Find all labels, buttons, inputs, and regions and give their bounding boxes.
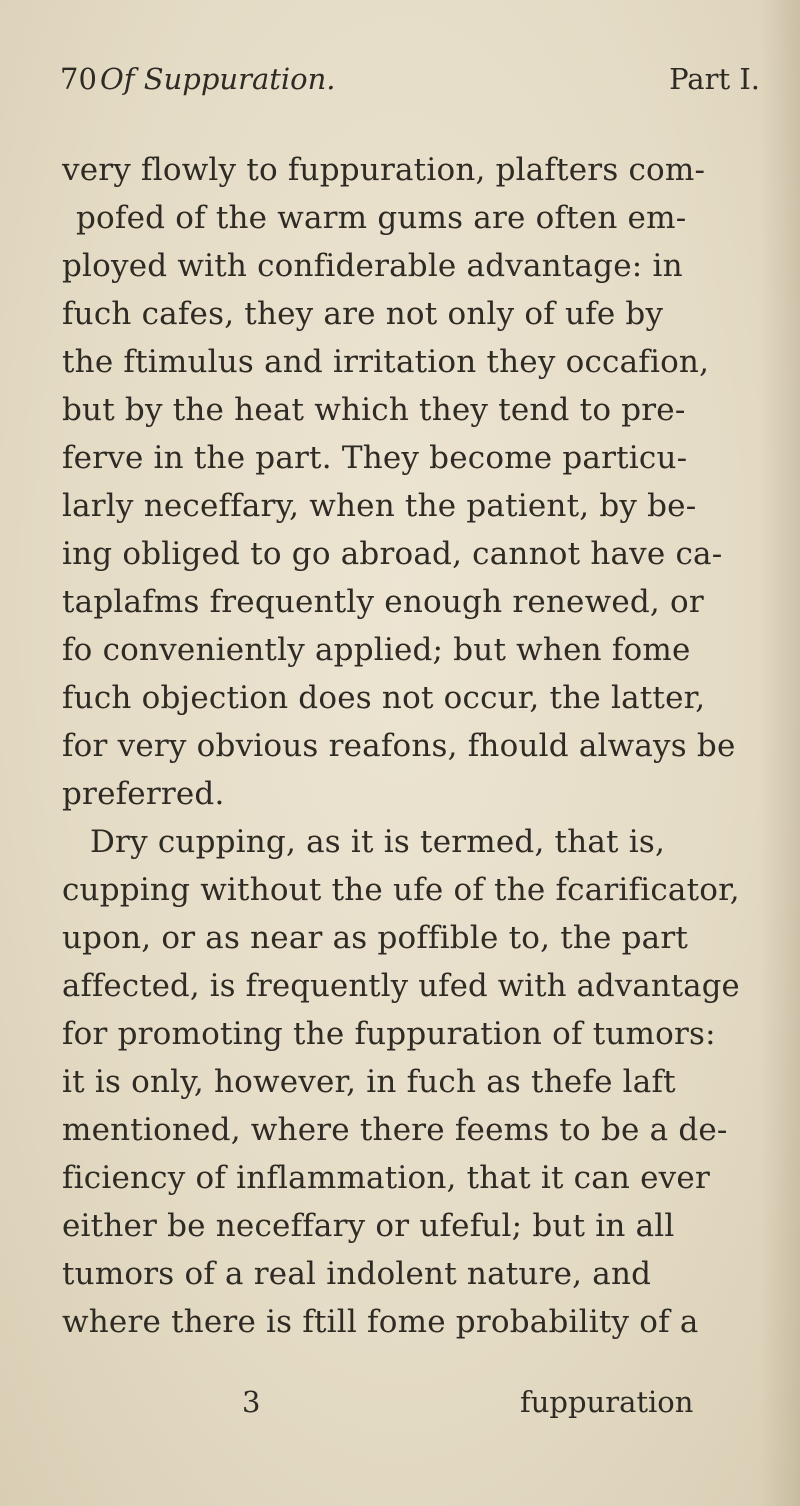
- text-line: for promoting the fuppuration of tumors:: [62, 1016, 716, 1052]
- page-footer: [0, 1385, 800, 1429]
- text-line: taplafms frequently enough renewed, or: [62, 584, 704, 620]
- page-edge-shadow: [760, 0, 800, 1506]
- text-line: where there is ftill fome probability of a: [62, 1304, 699, 1340]
- text-line: fuch objection does not occur, the latter,: [62, 680, 706, 716]
- text-line: ferve in the part. They become particu-: [62, 440, 688, 476]
- text-line: either be neceffary or ufeful; but in all: [62, 1208, 675, 1244]
- text-line: but by the heat which they tend to pre-: [62, 392, 686, 428]
- text-line: fo conveniently applied; but when fome: [62, 632, 691, 668]
- catchword: fuppuration: [520, 1385, 694, 1419]
- text-line: very flowly to fuppuration, plafters com-: [62, 152, 706, 188]
- text-line: ing obliged to go abroad, cannot have ca-: [62, 536, 723, 572]
- running-title: Of Suppuration.: [100, 62, 336, 96]
- text-line: affected, is frequently ufed with advantage: [62, 968, 740, 1004]
- text-line: it is only, however, in fuch as thefe laft: [62, 1064, 676, 1100]
- part-label: Part I.: [669, 62, 760, 96]
- text-line: ployed with confiderable advantage: in: [62, 248, 683, 284]
- text-line: tumors of a real indolent nature, and: [62, 1256, 652, 1292]
- text-line: the ftimulus and irritation they occafion,: [62, 344, 710, 380]
- text-line: ficiency of inflammation, that it can ever: [62, 1160, 710, 1196]
- signature-mark: 3: [242, 1385, 261, 1419]
- page-number: 70: [60, 62, 97, 96]
- text-line: mentioned, where there feems to be a de-: [62, 1112, 728, 1148]
- paragraph-start: Dry cupping, as it is termed, that is,: [90, 824, 666, 860]
- text-line: upon, or as near as poffible to, the part: [62, 920, 689, 956]
- text-line: cupping without the ufe of the fcarificator,: [62, 872, 740, 908]
- text-line: for very obvious reafons, fhould always be: [62, 728, 736, 764]
- text-line: fuch cafes, they are not only of ufe by: [62, 296, 664, 332]
- text-line: pofed of the warm gums are often em-: [76, 200, 687, 236]
- running-header: [60, 62, 760, 110]
- text-line: larly neceffary, when the patient, by be-: [62, 488, 697, 524]
- text-line: preferred.: [62, 776, 225, 812]
